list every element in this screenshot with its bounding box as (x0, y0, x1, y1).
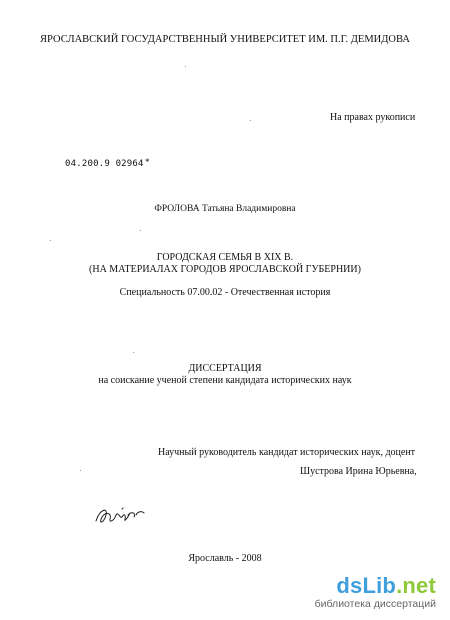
stamp-mark: * (145, 157, 150, 167)
catalog-stamp: 04.200.9 02964 (65, 159, 144, 169)
supervisor-name: Шустрова Ирина Юрьевна, (300, 466, 417, 477)
specialty: Специальность 07.00.02 - Отечественная история (119, 287, 331, 298)
supervisor-role: Научный руководитель кандидат исторических наук, доцент (158, 447, 416, 458)
author-name: ФРОЛОВА Татьяна Владимировна (154, 204, 296, 214)
logo-part-2: .net (396, 573, 436, 598)
university-name: ЯРОСЛАВСКИЙ ГОСУДАРСТВЕННЫЙ УНИВЕРСИТЕТ ИМ. П.Г. ДЕМИДОВА (40, 34, 410, 45)
dslib-watermark (315, 574, 436, 610)
document-type: ДИССЕРТАЦИЯ (188, 363, 262, 374)
dslib-logo (315, 574, 436, 598)
degree-statement: на соискание ученой степени кандидата исторических наук (98, 375, 352, 386)
logo-part-1: dsLib (336, 573, 397, 598)
place-and-year: Ярославль - 2008 (188, 553, 262, 564)
watermark-subtitle: библиотека диссертаций (314, 598, 436, 610)
title-line-2: (НА МАТЕРИАЛАХ ГОРОДОВ ЯРОСЛАВСКОЙ ГУБЕРНИИ) (89, 264, 361, 275)
title-line-1: ГОРОДСКАЯ СЕМЬЯ В XIX В. (156, 252, 294, 263)
handwritten-signature (92, 503, 148, 529)
manuscript-rights-note: На правах рукописи (330, 112, 416, 123)
